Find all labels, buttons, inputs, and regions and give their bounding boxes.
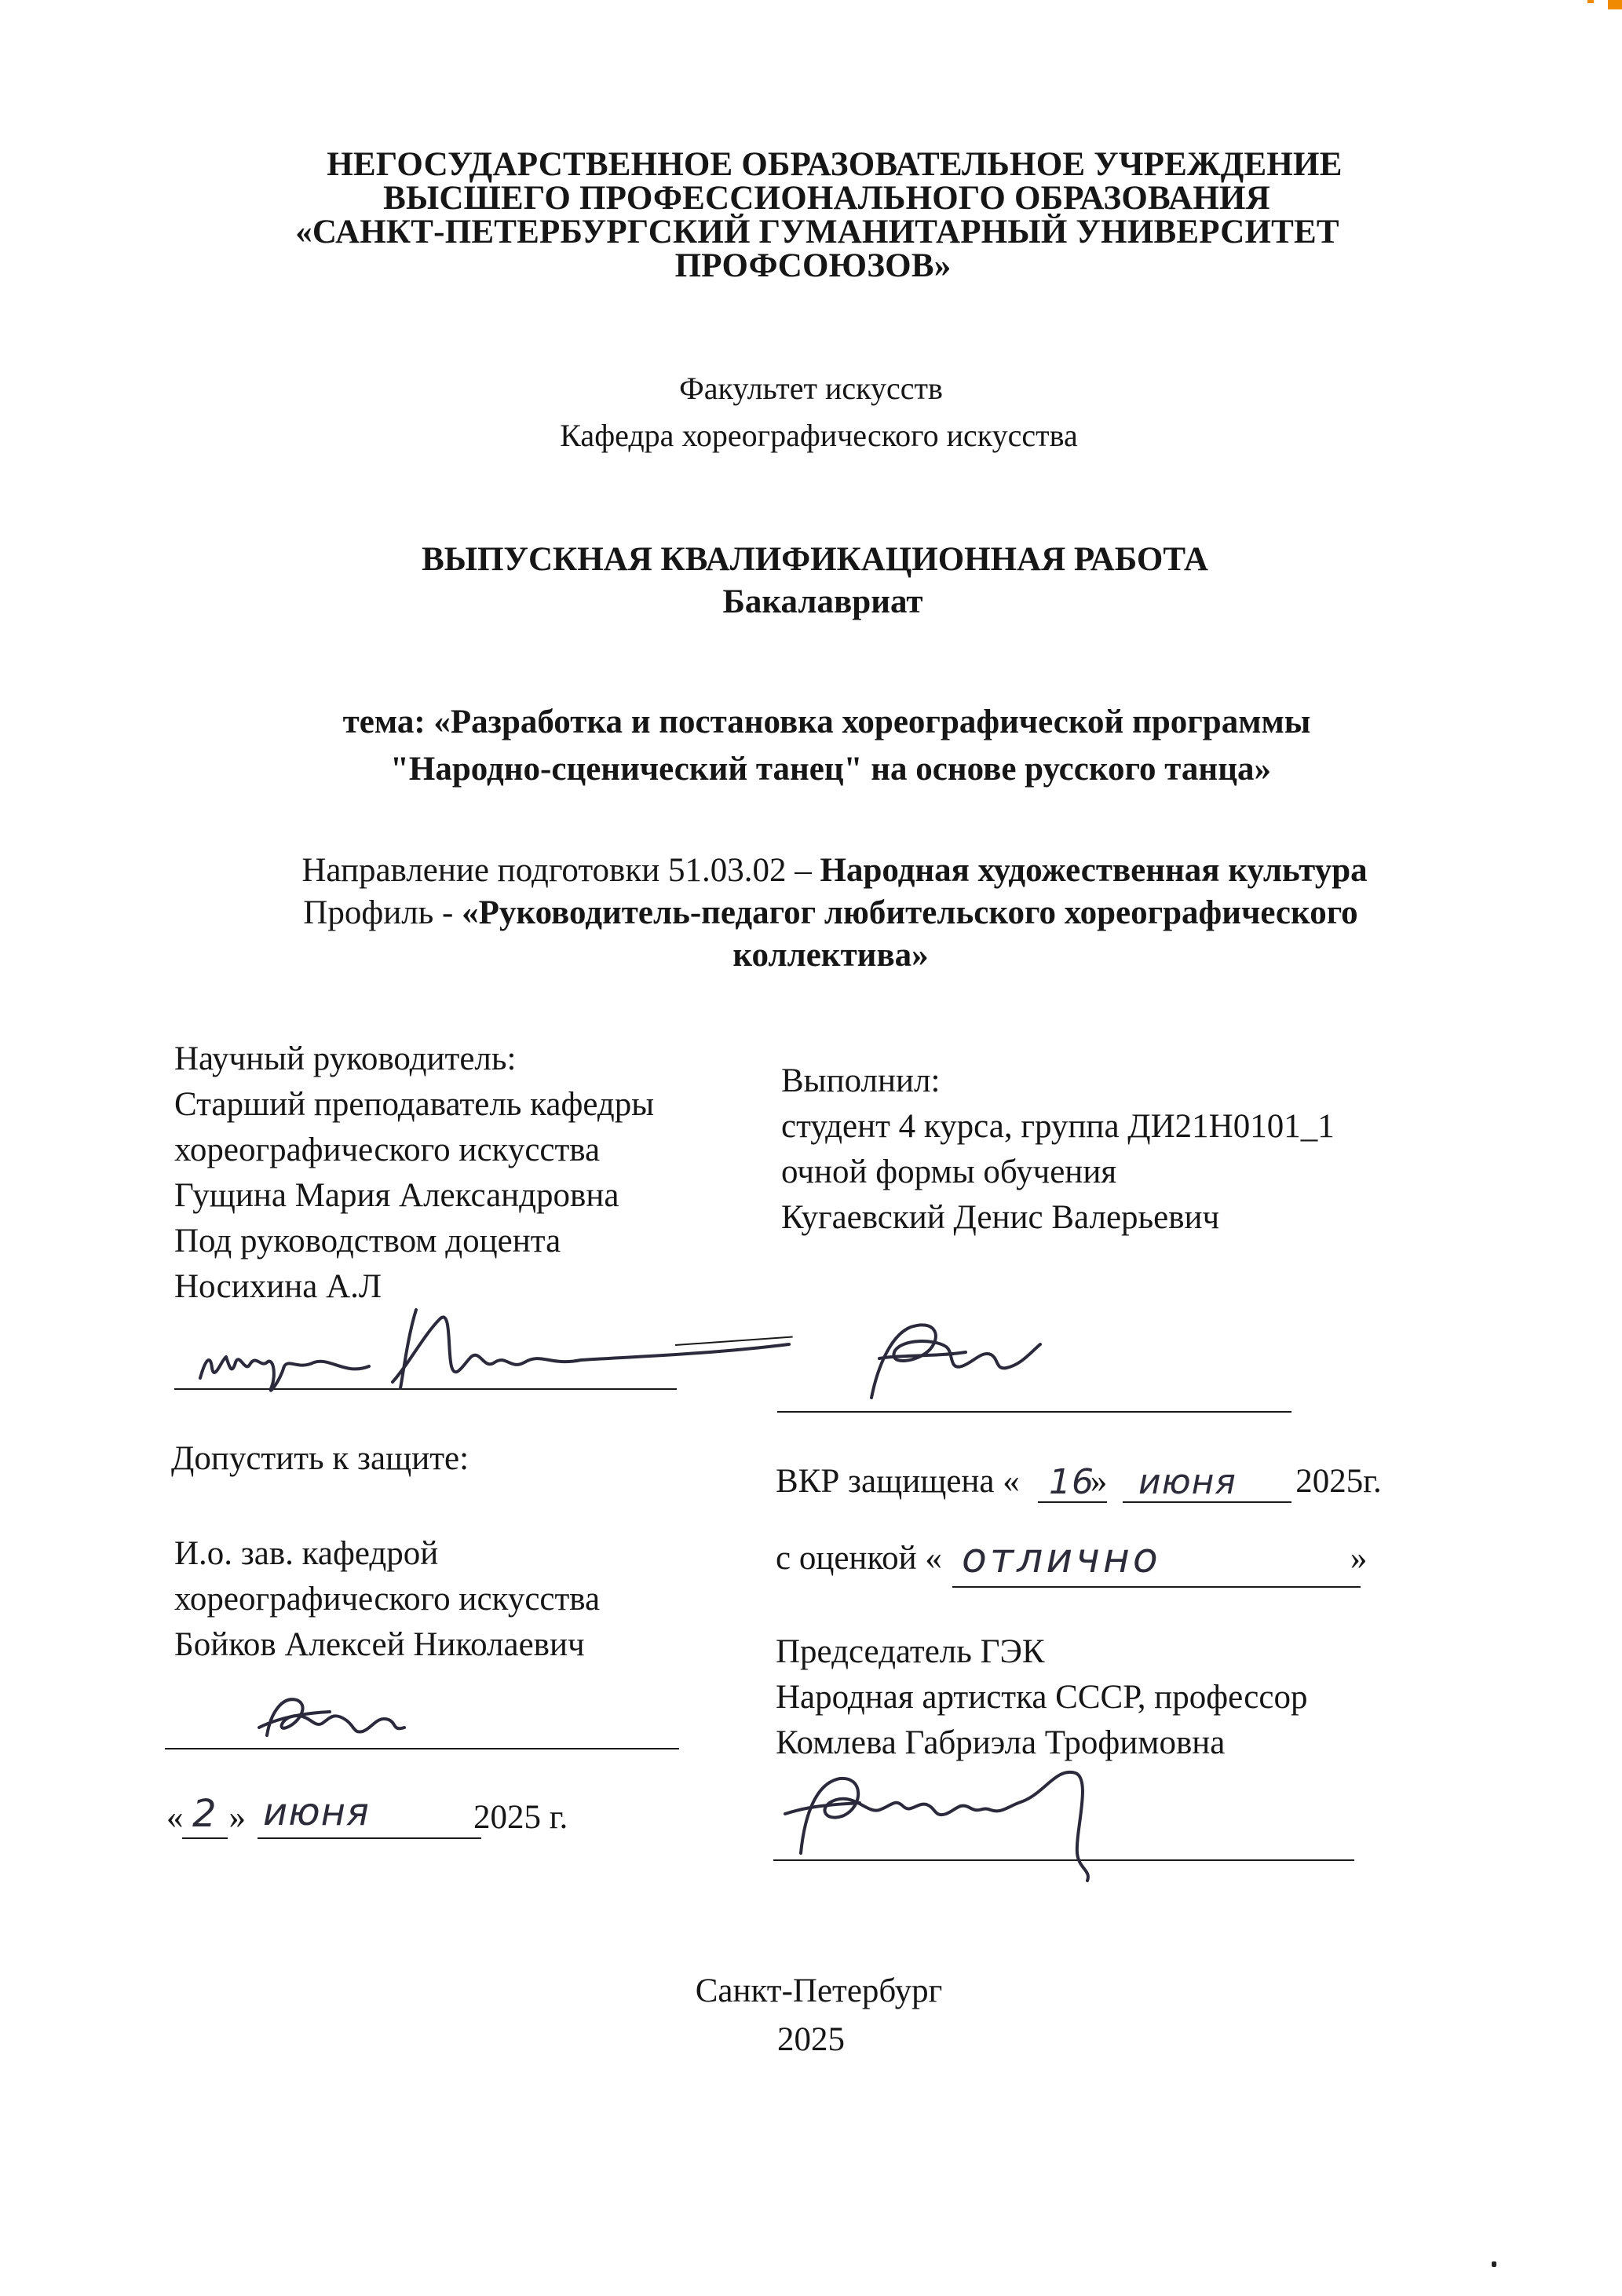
scan-speck <box>1492 2261 1496 2267</box>
grade-underline <box>952 1586 1361 1588</box>
topic-block <box>0 699 1622 793</box>
commission-line: Народная артистка СССР, профессор <box>776 1679 1308 1716</box>
scan-corner-mark <box>1608 0 1622 9</box>
commission-line: Комлева Габриэла Трофимовна <box>776 1724 1226 1761</box>
supervisor-line: хореографического искусства <box>174 1132 601 1168</box>
admission-day-handwritten: 2 <box>192 1792 217 1836</box>
student-block <box>781 1058 1335 1241</box>
student-line: студент 4 курса, группа ДИ21Н0101_1 <box>781 1108 1335 1145</box>
supervisor-line: Старший преподаватель кафедры <box>174 1086 655 1123</box>
degree: Бакалавриат <box>722 583 923 620</box>
supervisor-line: Носихина А.Л <box>174 1268 382 1305</box>
profile-name-cont: коллектива» <box>732 937 929 974</box>
student-signature-line <box>777 1411 1291 1413</box>
student-line: Кугаевский Денис Валерьевич <box>781 1199 1220 1236</box>
institution-line: НЕГОСУДАРСТВЕННОЕ ОБРАЗОВАТЕЛЬНОЕ УЧРЕЖДЕНИЕ <box>327 146 1343 183</box>
supervisor-line: Под руководством доцента <box>174 1223 561 1260</box>
direction-line <box>47 850 1622 892</box>
signature-komleva-image <box>0 0 1 1</box>
direction-name: Народная художественная культура <box>820 852 1368 889</box>
topic-line-2: "Народно-сценический танец" на основе русского танца» <box>390 751 1271 788</box>
institution-line: ПРОФСОЮЗОВ» <box>674 247 952 284</box>
institution-line: ВЫСШЕГО ПРОФЕССИОНАЛЬНОГО ОБРАЗОВАНИЯ <box>383 180 1270 217</box>
head-signature-line <box>165 1748 679 1749</box>
faculty-block <box>0 365 1622 459</box>
admission-line: хореографического искусства <box>174 1581 601 1618</box>
defense-day-handwritten: 16 <box>1049 1462 1094 1502</box>
admission-day-underline <box>182 1837 228 1839</box>
supervisor-block <box>174 1036 654 1310</box>
work-type: ВЫПУСКНАЯ КВАЛИФИКАЦИОННАЯ РАБОТА <box>422 541 1208 578</box>
admission-date-open: « <box>166 1799 184 1836</box>
defense-prefix: ВКР защищена « <box>776 1463 1020 1500</box>
direction-block <box>0 850 1622 977</box>
supervisor-signature-line <box>174 1388 677 1390</box>
profile-line <box>39 892 1622 934</box>
admission-line: И.о. зав. кафедрой <box>174 1535 439 1572</box>
admission-block <box>174 1531 600 1668</box>
faculty-name: Факультет искусств <box>679 371 943 406</box>
profile-prefix: Профиль - <box>303 894 462 931</box>
admission-line: Бойков Алексей Николаевич <box>174 1626 585 1663</box>
supervisor-line: Гущина Мария Александровна <box>174 1177 619 1214</box>
institution-line: «САНКТ-ПЕТЕРБУРГСКИЙ ГУМАНИТАРНЫЙ УНИВЕРСИТЕТ <box>295 214 1339 250</box>
topic-line-1: тема: «Разработка и постановка хореографической программы <box>342 704 1311 740</box>
year: 2025 <box>777 2021 845 2058</box>
grade-prefix: с оценкой « <box>776 1540 942 1577</box>
profile-line-2 <box>39 934 1622 977</box>
admission-label: Допустить к защите: <box>171 1440 469 1477</box>
defense-month-handwritten: июня <box>1138 1462 1237 1502</box>
department-name: Кафедра хореографического искусства <box>560 418 1078 453</box>
profile-name: «Руководитель-педагог любительского хореографического <box>462 894 1358 931</box>
admission-date-year: 2025 г. <box>473 1799 568 1836</box>
admission-date-close: » <box>228 1799 246 1836</box>
admission-month-underline <box>258 1837 481 1839</box>
defense-year: 2025г. <box>1295 1463 1382 1500</box>
direction-prefix: Направление подготовки 51.03.02 – <box>301 852 820 889</box>
grade-close: » <box>1350 1540 1368 1577</box>
city-year-block <box>0 1967 1622 2064</box>
grade-handwritten: отлично <box>962 1535 1161 1582</box>
student-label: Выполнил: <box>781 1062 941 1099</box>
admission-month-handwritten: июня <box>263 1790 370 1834</box>
commission-block <box>776 1629 1307 1766</box>
work-title-block <box>0 539 1622 623</box>
student-line: очной формы обучения <box>781 1153 1117 1190</box>
defense-close: » <box>1090 1463 1108 1500</box>
commission-line: Председатель ГЭК <box>776 1633 1045 1670</box>
supervisor-label: Научный руководитель: <box>174 1040 517 1077</box>
chairman-signature-line <box>773 1859 1354 1861</box>
institution-header <box>0 148 1622 283</box>
city: Санкт-Петербург <box>695 1972 943 2009</box>
